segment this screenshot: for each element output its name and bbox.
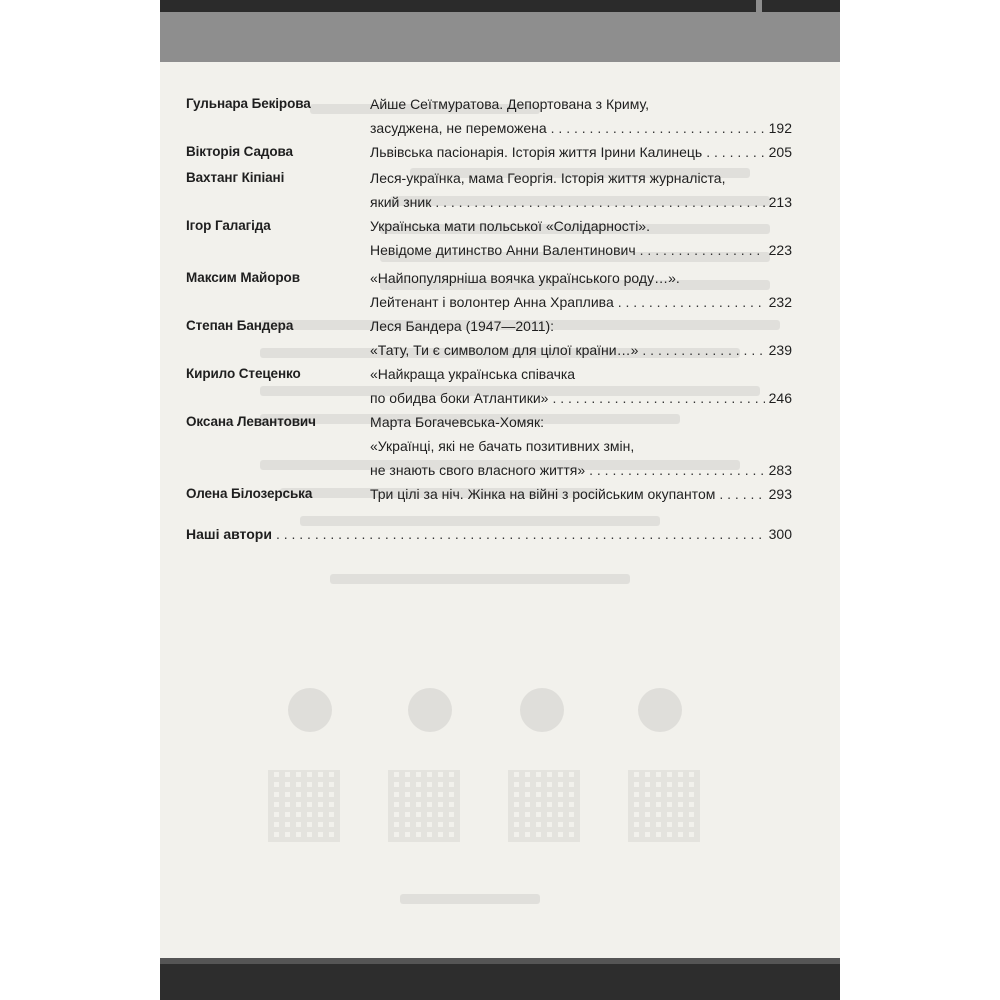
- bottom-dark-band: [160, 958, 840, 1000]
- authors-section-page-number: 300: [768, 526, 792, 542]
- authors-section-label: Наші автори: [186, 526, 272, 542]
- entry-title-line: «Тату, Ти є символом для цілої країни…»: [370, 342, 639, 358]
- entry-title-line: засуджена, не переможена: [370, 120, 547, 136]
- entry-title-line: «Найпопулярніша воячка українського роду…».: [370, 270, 680, 286]
- dot-leader: [589, 458, 765, 482]
- entry-page-number: 293: [768, 486, 792, 502]
- entry-title-line: не знають свого власного життя»: [370, 462, 586, 478]
- toc-entry-authors[interactable]: [186, 522, 792, 546]
- entry-title-line: «Найкраща українська співачка: [370, 366, 576, 382]
- dot-leader: [618, 290, 765, 314]
- entry-titles: [370, 482, 792, 506]
- entry-title-line: Лейтенант і волонтер Анна Храплива: [370, 294, 614, 310]
- entry-title-line: Невідоме дитинство Анни Валентинович: [370, 242, 636, 258]
- entry-titles: [370, 314, 792, 362]
- entry-title-line: Леся Бандера (1947—2011):: [370, 318, 555, 334]
- entry-page-number: 205: [768, 144, 792, 160]
- entry-title-line: Українська мати польської «Солідарності».: [370, 218, 650, 234]
- entry-author: Олена Білозерська: [186, 486, 313, 501]
- dot-leader: [276, 522, 765, 546]
- entry-author: Вахтанг Кіпіані: [186, 170, 285, 185]
- entry-title-line: «Українці, які не бачать позитивних змін,: [370, 438, 635, 454]
- entry-titles: [370, 410, 792, 482]
- dot-leader: [642, 338, 764, 362]
- entry-title-line: Леся-українка, мама Георгія. Історія життя журналіста,: [370, 170, 726, 186]
- entry-author: Ігор Галагіда: [186, 218, 271, 233]
- entry-title-line: Львівська пасіонарія. Історія життя Ірини Калинець: [370, 144, 703, 160]
- entry-page-number: 246: [768, 390, 792, 406]
- entry-author: Вікторія Садова: [186, 144, 293, 159]
- entry-title-line: Марта Богачевська-Хомяк:: [370, 414, 544, 430]
- dot-leader: [435, 190, 764, 214]
- entry-title-line: Айше Сеїтмуратова. Депортована з Криму,: [370, 96, 650, 112]
- dot-leader: [551, 116, 765, 140]
- entry-titles: [370, 266, 792, 314]
- entry-author: Гульнара Бекірова: [186, 96, 311, 111]
- entry-page-number: 192: [768, 120, 792, 136]
- entry-page-number: 213: [768, 194, 792, 210]
- entry-titles: [370, 92, 792, 140]
- dot-leader: [719, 482, 764, 506]
- dot-leader: [552, 386, 764, 410]
- entry-page-number: 239: [768, 342, 792, 358]
- dot-leader: [706, 140, 764, 164]
- entry-title-line: Три цілі за ніч. Жінка на війні з російським окупантом: [370, 486, 716, 502]
- entry-titles: [370, 140, 792, 164]
- top-dark-band: [160, 0, 840, 12]
- entry-title-line: який зник: [370, 194, 432, 210]
- entry-author: Максим Майоров: [186, 270, 300, 285]
- entry-author: Степан Бандера: [186, 318, 294, 333]
- entry-titles: [370, 166, 792, 214]
- entry-page-number: 283: [768, 462, 792, 478]
- entry-titles: [370, 362, 792, 410]
- entry-titles: [370, 214, 792, 262]
- entry-title-line: по обидва боки Атлантики»: [370, 390, 549, 406]
- dot-leader: [640, 238, 765, 262]
- entry-author: Кирило Стеценко: [186, 366, 301, 381]
- entry-author: Оксана Левантович: [186, 414, 316, 429]
- book-page: [160, 0, 840, 1000]
- entry-page-number: 223: [768, 242, 792, 258]
- entry-page-number: 232: [768, 294, 792, 310]
